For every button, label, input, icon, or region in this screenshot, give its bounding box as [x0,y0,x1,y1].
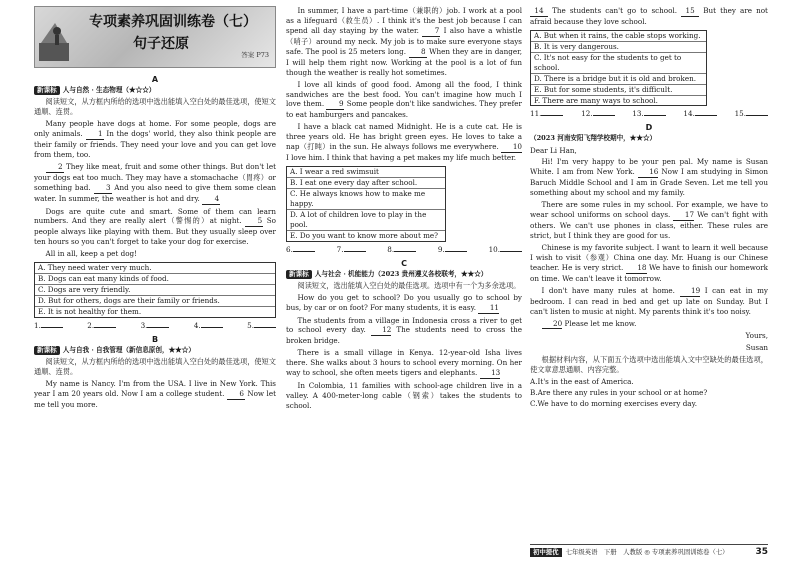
option-item: E. But for some students, it's difficult. [531,85,706,96]
banner-illustration-icon [37,13,85,63]
answer-blank[interactable] [94,327,116,328]
blank-15[interactable]: 15 [681,6,699,17]
section-c-paragraph-2: The students from a village in Indonesia cross a river to get to school every day. 12 The students need to cross the broken bridge. [286,315,522,346]
section-a-instruction: 阅读短文，从方框内所给的选项中选出能填入空白处的最佳选项，使短文通顺、连贯。 [34,97,276,117]
option-item: B.Are there any rules in your school or at home? [530,388,708,398]
letter-closing: Yours, [745,331,768,341]
section-d-label: D [645,123,653,133]
column-right [530,6,768,410]
answer-blank[interactable] [746,115,768,116]
letter-greeting: Dear Li Han, [530,145,577,155]
option-item: B. Dogs can eat many kinds of food. [35,274,275,285]
section-b-answer-row: 6. 7. 8. 9. 10. [286,245,522,255]
section-a-label: A [151,75,159,84]
section-c-theme: 人与社会 · 机能能力（2023 贵州遵义各校联考，★★☆） [314,269,488,278]
answer-blank[interactable] [201,327,223,328]
footer-info: 七年级英语 下册 人教版 ◎ 专项素养巩固训练卷（七） [565,547,729,556]
section-d-instruction: 根据材料内容，从下面五个选项中选出能填入文中空缺处的最佳选项，使文章意思通顺、内容完整。 [530,355,768,375]
blank-5[interactable]: 5 [245,216,263,227]
option-item: A.It's in the east of America. [530,377,634,387]
page-footer [530,544,768,558]
answer-blank[interactable] [644,115,666,116]
page-title: 专项素养巩固训练卷（七） [89,14,257,30]
section-a-paragraph-4: All in all, keep a pet dog! [45,249,138,259]
answer-blank[interactable] [500,251,522,252]
option-item: C. It's not easy for the students to get to school. [531,53,706,74]
option-item: B. It is very dangerous. [531,42,706,53]
section-a-paragraph-2: 2 They like meat, fruit and some other things. But don't let your dogs eat too much. They may have a stomachache（胃疼）or something bad. 3 And you also need to give them some clean water. In summer, the weather is hot and dry. 4 [34,161,276,203]
section-c-paragraph-4-cont: 14 The students can't go to school. 15 But they are not afraid because they love school. [530,6,768,26]
option-item: A. I wear a red swimsuit [287,167,445,178]
footer-brand: 初中提优 [530,548,562,557]
section-d-paragraph-2: There are some rules in my school. For example, we have to wear school uniforms on school days. 17 We can't fight with others. We can't use phones in class, either. These rules are strict, but I think they are good for us. [530,200,769,240]
blank-2[interactable]: 2 [46,162,64,173]
section-c-paragraph-4: In Colombia, 11 families with school-age children live in a valley. A 400-meter-long cable（钢索）takes the students to school. [286,381,522,410]
answer-blank[interactable] [593,115,615,116]
option-item: E. Do you want to know more about me? [290,230,439,240]
section-d-paragraph-5: 20 Please let me know. [530,319,768,330]
column-left [34,6,276,412]
section-a-theme: 人与自然 · 生态物理（★☆☆） [62,86,156,95]
answer-blank[interactable] [394,251,416,252]
blank-17[interactable]: 17 [673,210,694,221]
blank-14[interactable]: 14 [530,6,548,17]
option-item: E. It is not healthy for them. [38,306,142,316]
section-b-paragraph-2: In summer, I have a part-time（兼职的）job. I work at a pool as a lifeguard（救生员）. I think it's the best job because I can spend all day staying by the water. 7 I also have a whistle（哨子）around my neck. My job is to make sure everyone stays safe. The pool is 25 meters long. 8 When they are in danger, I will help them right now. Working at the pool is a lot of fun though the weather is really hot sometimes. [286,6,522,77]
section-a-paragraph-3: Dogs are quite cute and smart. Some of them can learn numbers. And they are really alert（警惕的）at night. 5 So people always like playing with them. But they usually sleep over ten hours so you can't forget to take your dog for exercise. [34,206,276,247]
answer-blank[interactable] [254,327,276,328]
section-c-paragraph-1: How do you get to school? Do you usually go to school by bus, by car or on foot? For many students, it is easy. 11 [286,292,522,312]
blank-9[interactable]: 9 [326,99,344,110]
section-d-source: （2023 河南安阳飞翔学校期中，★★☆） [530,134,657,143]
answer-blank[interactable] [293,251,315,252]
section-c-instruction: 阅读短文，选出能填入空白处的最佳选项。选项中有一个为多余选项。 [297,280,521,290]
blank-3[interactable]: 3 [94,183,112,194]
section-d-paragraph-1: Hi! I'm very happy to be your pen pal. My name is Susan White. I am from New York. 16 Now I am studying in Simon Baruch Middle School and I am in Grade Seven. Let me tell you something about my school and my family. [530,157,768,198]
section-b-instruction: 阅读短文，从方框内所给的选项中选出能填入空白处的最佳选项，使短文通顺、连贯。 [34,356,276,376]
blank-6[interactable]: 6 [227,389,245,400]
section-c-tag [286,270,522,279]
blank-1[interactable]: 1 [86,129,104,140]
option-item: D. A lot of children love to play in the pool. [287,210,445,231]
answer-blank[interactable] [147,327,169,328]
section-d-paragraph-3: Chinese is my favorite subject. I want to learn it well because I wish to visit（参观）China one day. Mr. Huang is our Chinese teacher. He is very strict. 18 We have to finish our homework on time. We can't leave it tomorrow. [530,242,768,283]
section-b-paragraph-1: My name is Nancy. I'm from the USA. I live in New York. This year I am 20 years old. Now I am a college student. 6 Now let me tell you more. [34,378,276,409]
blank-19[interactable]: 19 [680,286,701,297]
blank-16[interactable]: 16 [638,167,659,178]
option-item: A. They need water very much. [35,263,275,274]
blank-13[interactable]: 13 [480,368,501,379]
option-item: D. But for others, dogs are their family or friends. [35,296,275,307]
answer-blank[interactable] [344,251,366,252]
curriculum-badge: 新课标 [286,270,312,279]
option-item: C. Dogs are very friendly. [35,285,275,296]
blank-20[interactable]: 20 [542,319,563,330]
option-item: C. He always knows how to make me happy. [287,189,445,210]
answer-blank[interactable] [695,115,717,116]
section-a-answer-row: 1. 2. 3. 4. 5. [34,321,276,331]
section-b-options-box [286,166,446,242]
option-item: D. There is a bridge but it is old and broken. [531,74,706,85]
curriculum-badge: 新课标 [34,346,60,355]
blank-12[interactable]: 12 [371,325,392,336]
blank-18[interactable]: 18 [626,263,647,274]
blank-11[interactable]: 11 [478,303,499,314]
section-c-label: C [401,258,407,268]
section-b-paragraph-3: I love all kinds of good food. Among all the food, I think sandwiches are the best food. You can't imagine how much I love them. 9 Some people don't like sandwiches. They prefer to eat hamburgers and pancakes. [286,79,522,120]
section-c-options-box [530,30,707,107]
answer-blank[interactable] [41,327,63,328]
section-d-paragraph-4: I don't have many rules at home. 19 I can eat in my bedroom. I can read in bed and get up late on Sunday. But I can't listen to music at night. My parents think it's too noisy. [530,285,768,316]
page-number: 35 [755,547,768,557]
option-item: C.We have to do morning exercises every day. [530,399,697,409]
section-c-answer-row: 11. 12. 13. 14. 15. [530,109,768,119]
page-subtitle: 句子还原 [133,36,189,52]
blank-4[interactable]: 4 [202,194,220,205]
curriculum-badge: 新课标 [34,86,60,95]
letter-signature: Susan [745,343,768,353]
section-b-label: B [151,334,159,344]
section-b-tag [34,346,276,355]
answer-blank[interactable] [541,115,563,116]
blank-10[interactable]: 10 [501,142,522,153]
answer-blank[interactable] [445,251,467,252]
option-item: F. There are many ways to school. [534,95,658,105]
answer-reference: 答案 P73 [241,51,269,59]
section-c-paragraph-3: There is a small village in Kenya. 12-year-old Isha lives there. She walks about 3 hours to school every morning. On her way to school, she often meets tigers and elephants. 13 [286,348,522,378]
blank-8[interactable]: 8 [409,47,427,58]
section-b-theme: 人与自我 · 自我管理（新信息原创，★★☆） [62,345,195,354]
option-item: A. But when it rains, the cable stops working. [531,31,706,42]
section-a-options-box [34,262,276,318]
blank-7[interactable]: 7 [422,26,440,37]
title-banner [34,6,276,68]
column-middle [286,6,522,413]
section-b-paragraph-4: I have a black cat named Midnight. He is a cute cat. He is three years old. He has bright green eyes. He loves to take a nap（打盹）in the sun. He always follows me everywhere. 10 I love him. I think that having a pet makes my life much better. [286,122,522,163]
option-item: B. I eat one every day after school. [287,178,445,189]
section-a-paragraph-1: Many people have dogs at home. For some people, dogs are only animals. 1 In the dogs' world, they also think people are their family or friends. They need your love and you can get love from them, too. [34,119,276,159]
section-a-tag [34,86,276,95]
